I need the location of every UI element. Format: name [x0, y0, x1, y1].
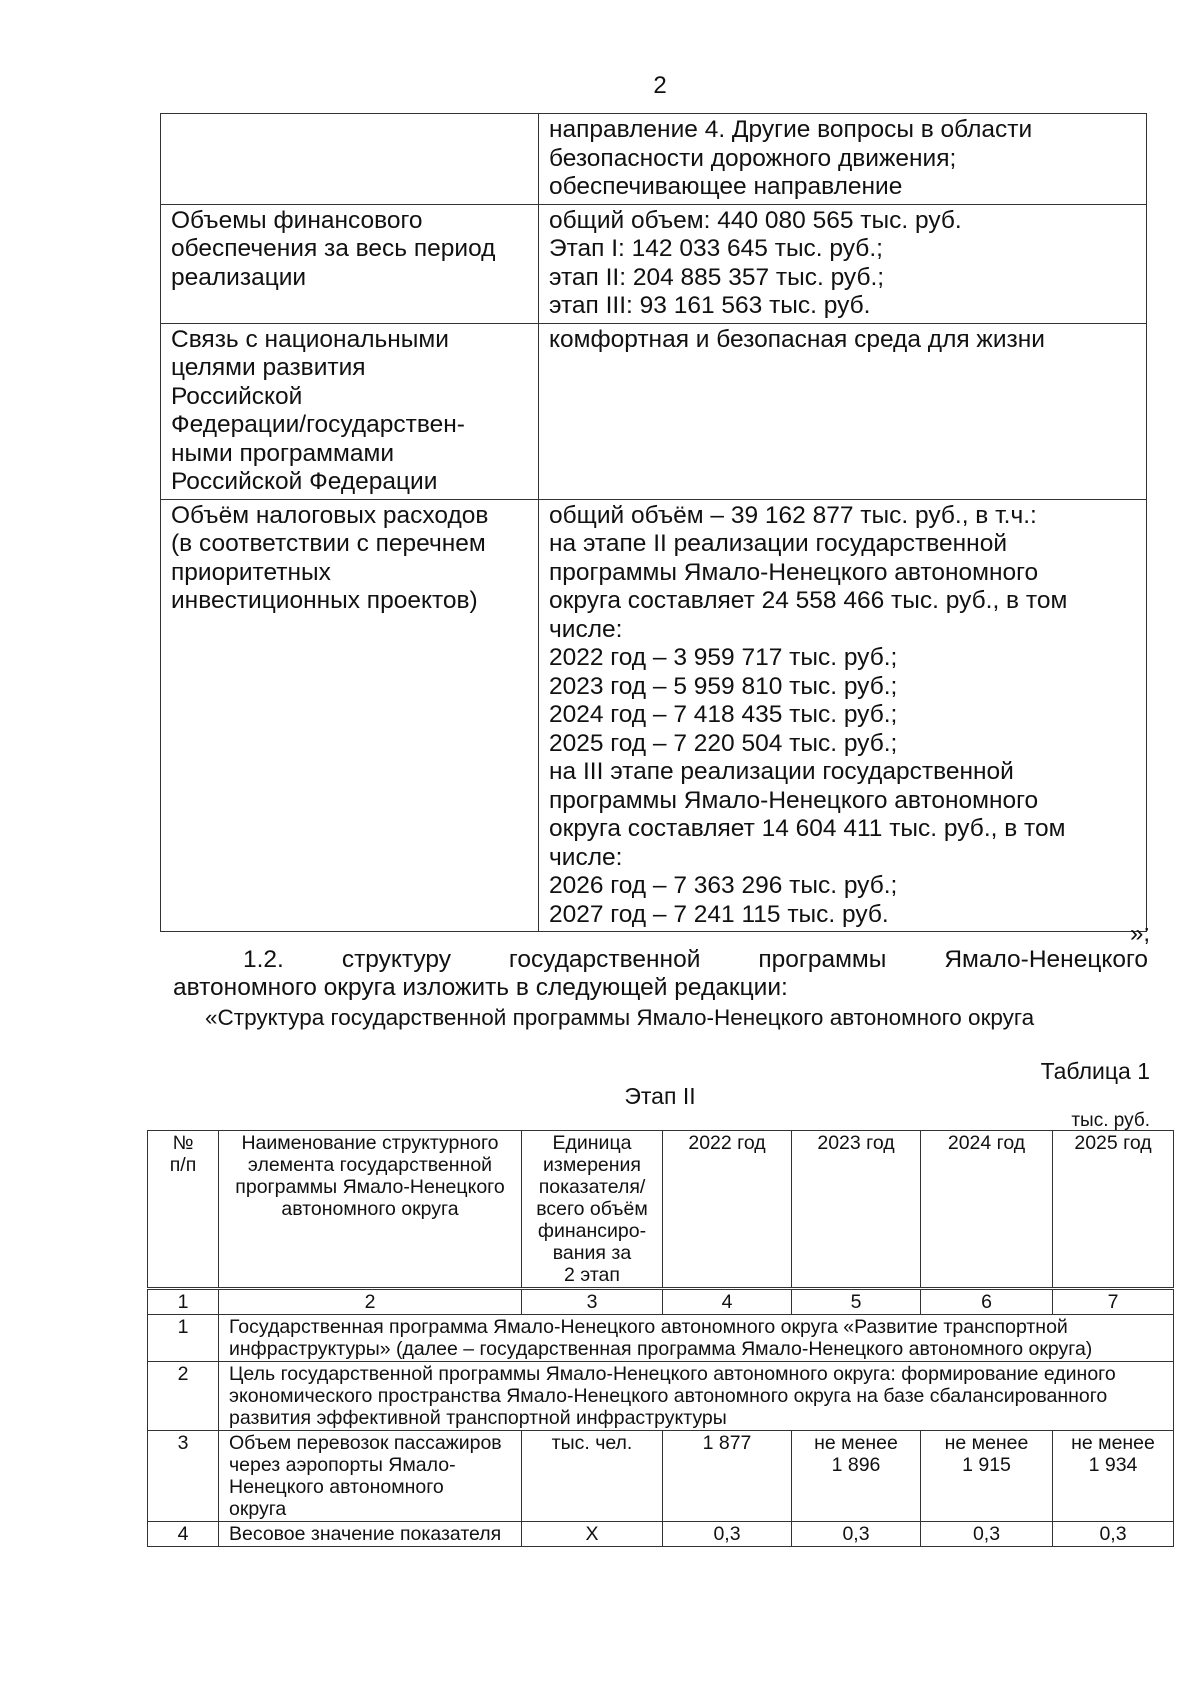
text-line: показателя/	[538, 1176, 646, 1198]
table-row	[148, 1431, 1174, 1522]
text-line: Единица	[552, 1132, 632, 1154]
column-number: 1	[148, 1289, 219, 1315]
column-number-row	[148, 1289, 1174, 1315]
units-label: тыс. руб.	[1071, 1110, 1150, 1131]
row-number: 3	[148, 1431, 219, 1522]
text-line: 2024 год – 7 418 435 тыс. руб.;	[549, 701, 898, 728]
text-line: всего объём	[536, 1198, 648, 1220]
column-number: 5	[792, 1289, 921, 1315]
text-line: через аэропорты Ямало-	[229, 1454, 456, 1476]
text-line: Связь с национальными	[171, 325, 449, 353]
text-line: приоритетных	[171, 558, 331, 586]
passport-table	[160, 113, 1147, 932]
text-line: на этапе II реализации государственной	[549, 530, 1008, 557]
text-line: Ненецкого автономного	[229, 1476, 444, 1498]
table-label: Таблица 1	[1040, 1058, 1150, 1084]
text-line: элемента государственной	[247, 1154, 493, 1176]
text-line: комфортная и безопасная среда для жизни	[549, 325, 1045, 353]
text-line: 2025 год – 7 220 504 тыс. руб.;	[549, 729, 898, 757]
value-2024: 0,3	[921, 1522, 1053, 1547]
closing-quote: »;	[1129, 920, 1150, 947]
column-number: 6	[921, 1289, 1053, 1315]
text-line: 1 896	[831, 1454, 881, 1476]
table-row	[148, 1522, 1174, 1547]
text-line: 2022 год – 3 959 717 тыс. руб.;	[549, 644, 898, 671]
indicator-unit: тыс. чел.	[522, 1431, 663, 1522]
text-line: Федерации/государствен-	[171, 411, 465, 438]
header-2024: 2024 год	[921, 1131, 1053, 1289]
row-value	[539, 499, 1147, 932]
text-line: обеспечения за весь период	[171, 235, 496, 262]
value-2022	[663, 1431, 792, 1522]
row-value	[539, 114, 1147, 205]
header-2025: 2025 год	[1053, 1131, 1174, 1289]
value-2023: 0,3	[792, 1522, 921, 1547]
row-label	[161, 323, 539, 499]
text-line: инфраструктуры» (далее – государственная программа Ямало-Ненецкого автономного округа)	[229, 1338, 1093, 1360]
text-line: числе:	[549, 615, 623, 643]
row-value	[539, 204, 1147, 323]
text-line: обеспечивающее направление	[549, 173, 903, 200]
header-unit	[522, 1131, 663, 1289]
table-row	[161, 323, 1147, 499]
text-line: на III этапе реализации государственной	[549, 758, 1014, 785]
row-label	[161, 114, 539, 205]
text-line: 2026 год – 7 363 296 тыс. руб.;	[549, 872, 898, 899]
structure-table	[147, 1130, 1174, 1547]
text-line: программы Ямало-Ненецкого	[235, 1176, 505, 1198]
value-2023	[792, 1431, 921, 1522]
header-number	[148, 1131, 219, 1289]
text-line: округа составляет 24 558 466 тыс. руб., в том	[549, 587, 1068, 614]
text-line: не менее	[1071, 1432, 1155, 1454]
text-line: не менее	[814, 1432, 898, 1454]
text-line: финансиро-	[537, 1220, 647, 1242]
row-value	[539, 323, 1147, 499]
stage-label: Этап II	[624, 1083, 696, 1109]
text-line: числе:	[549, 843, 623, 871]
text-line: Объем перевозок пассажиров	[229, 1432, 502, 1454]
text-line: общий объём – 39 162 877 тыс. руб., в т.ч.:	[549, 501, 1037, 529]
header-2022: 2022 год	[663, 1131, 792, 1289]
row-number: 1	[148, 1315, 219, 1362]
text-line: Объемы финансового	[171, 206, 423, 234]
row-label	[161, 204, 539, 323]
text-line: Наименование структурного	[241, 1132, 499, 1154]
table-row	[161, 499, 1147, 932]
value-2025	[1053, 1431, 1174, 1522]
text-line: экономического пространства Ямало-Ненецкого автономного округа на базе сбалансированного	[229, 1385, 1108, 1407]
text-line: 1 915	[962, 1454, 1011, 1476]
structure-title: «Структура государственной программы Ямало-Ненецкого автономного округа	[205, 1005, 1035, 1030]
program-goal-cell	[219, 1362, 1174, 1431]
text-line: Государственная программа Ямало-Ненецкого автономного округа «Развитие транспортной	[229, 1316, 1068, 1338]
text-line: 1 877	[702, 1432, 752, 1454]
text-line: реализации	[171, 263, 307, 291]
row-label	[161, 499, 539, 932]
column-number: 3	[522, 1289, 663, 1315]
text-line: измерения	[543, 1154, 641, 1176]
text-line: вания за	[552, 1242, 632, 1264]
text-line: (в соответствии с перечнем	[171, 530, 486, 557]
text-line: №	[172, 1132, 194, 1154]
text-line: не менее	[944, 1432, 1029, 1454]
text-line: Цель государственной программы Ямало-Ненецкого автономного округа: формирование единого	[229, 1363, 1116, 1385]
text-line: округа	[229, 1498, 287, 1520]
text-line: Российской Федерации	[171, 468, 438, 495]
indicator-name: Весовое значение показателя	[219, 1522, 522, 1547]
table-row	[161, 114, 1147, 205]
text-line: автономного округа	[281, 1198, 459, 1220]
column-number: 2	[219, 1289, 522, 1315]
page-number: 2	[653, 72, 667, 99]
table-row	[148, 1315, 1174, 1362]
text-line: целями развития	[171, 354, 366, 381]
header-row	[148, 1131, 1174, 1289]
value-2025: 0,3	[1053, 1522, 1174, 1547]
paragraph-line: автономного округа изложить в следующей редакции:	[173, 974, 788, 1001]
text-line: Этап I: 142 033 645 тыс. руб.;	[549, 235, 883, 262]
column-number: 4	[663, 1289, 792, 1315]
text-line: этап II: 204 885 357 тыс. руб.;	[549, 263, 885, 291]
text-line: инвестиционных проектов)	[171, 587, 478, 614]
text-line: 1 934	[1088, 1454, 1138, 1476]
text-line: направление 4. Другие вопросы в области	[549, 116, 1033, 143]
indicator-unit: Х	[522, 1522, 663, 1547]
text-line: программы Ямало-Ненецкого автономного	[549, 558, 1039, 586]
text-line: безопасности дорожного движения;	[549, 144, 957, 172]
column-number: 7	[1053, 1289, 1174, 1315]
header-2023: 2023 год	[792, 1131, 921, 1289]
header-name	[219, 1131, 522, 1289]
text-line: 2027 год – 7 241 115 тыс. руб.	[549, 900, 889, 928]
table-row	[148, 1362, 1174, 1431]
value-2024	[921, 1431, 1053, 1522]
amendment-paragraph	[173, 946, 1148, 1002]
text-line: п/п	[169, 1154, 197, 1176]
text-line: этап III: 93 161 563 тыс. руб.	[549, 292, 871, 319]
text-line: округа составляет 14 604 411 тыс. руб., в том	[549, 815, 1066, 842]
text-line: 2 этап	[564, 1264, 620, 1286]
indicator-name	[219, 1431, 522, 1522]
program-name-cell	[219, 1315, 1174, 1362]
table-row	[161, 204, 1147, 323]
text-line: Объём налоговых расходов	[171, 501, 489, 529]
row-number: 4	[148, 1522, 219, 1547]
row-number: 2	[148, 1362, 219, 1431]
text-line: программы Ямало-Ненецкого автономного	[549, 786, 1039, 814]
text-line: Российской	[171, 382, 303, 410]
text-line: общий объем: 440 080 565 тыс. руб.	[549, 206, 962, 234]
paragraph-line: 1.2. структуру государственной программы Ямало-Ненецкого	[243, 946, 1148, 973]
text-line: ными программами	[171, 439, 395, 467]
text-line: 2023 год – 5 959 810 тыс. руб.;	[549, 672, 898, 700]
value-2022: 0,3	[663, 1522, 792, 1547]
text-line: развития эффективной транспортной инфраструктуры	[229, 1407, 727, 1429]
